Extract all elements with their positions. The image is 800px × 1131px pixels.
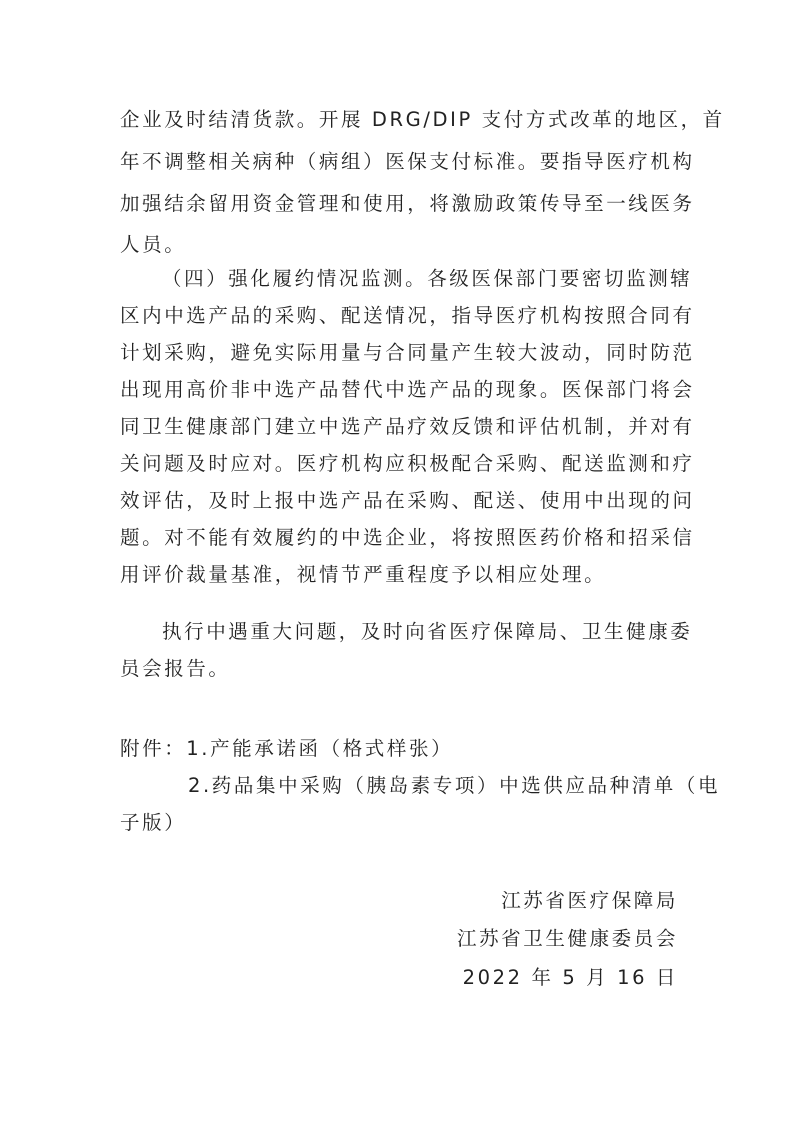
body-text-line: 计划采购，避免实际用量与合同量产生较大波动，同时防范 [120, 341, 695, 364]
attachment-line: 子版） [120, 811, 187, 834]
attachment-line: 2.药品集中采购（胰岛素专项）中选供应品种清单（电 [188, 774, 721, 797]
body-text-line: 题。对不能有效履约的中选企业，将按照医药价格和招采信 [120, 526, 695, 549]
body-text-line: 区内中选产品的采购、配送情况，指导医疗机构按照合同有 [120, 304, 695, 327]
body-text-line: 出现用高价非中选产品替代中选产品的现象。医保部门将会 [120, 378, 695, 401]
signature-organization: 江苏省卫生健康委员会 [456, 927, 678, 950]
section-heading-line: （四）强化履约情况监测。各级医保部门要密切监测辖 [162, 267, 693, 290]
body-text-line: 用评价裁量基准，视情节严重程度予以相应处理。 [120, 563, 607, 586]
signature-organization: 江苏省医疗保障局 [501, 889, 678, 912]
body-text-line: 员会报告。 [120, 657, 231, 680]
attachment-line: 附件：1.产能承诺函（格式样张） [120, 737, 454, 760]
signature-date: 2022 年 5 月 16 日 [462, 966, 678, 989]
body-text-line: 加强结余留用资金管理和使用，将激励政策传导至一线医务 [120, 192, 695, 215]
body-text-line: 效评估，及时上报中选产品在采购、配送、使用中出现的问 [120, 489, 695, 512]
body-text-line: 年不调整相关病种（病组）医保支付标准。要指导医疗机构 [120, 150, 695, 173]
body-text-line: 人员。 [120, 233, 187, 256]
body-text-line: 关问题及时应对。医疗机构应积极配合采购、配送监测和疗 [120, 452, 695, 475]
body-text-line: 同卫生健康部门建立中选产品疗效反馈和评估机制，并对有 [120, 415, 695, 438]
body-text-line: 企业及时结清货款。开展 DRG/DIP 支付方式改革的地区，首 [120, 108, 725, 131]
body-text-line: 执行中遇重大问题，及时向省医疗保障局、卫生健康委 [162, 620, 693, 643]
